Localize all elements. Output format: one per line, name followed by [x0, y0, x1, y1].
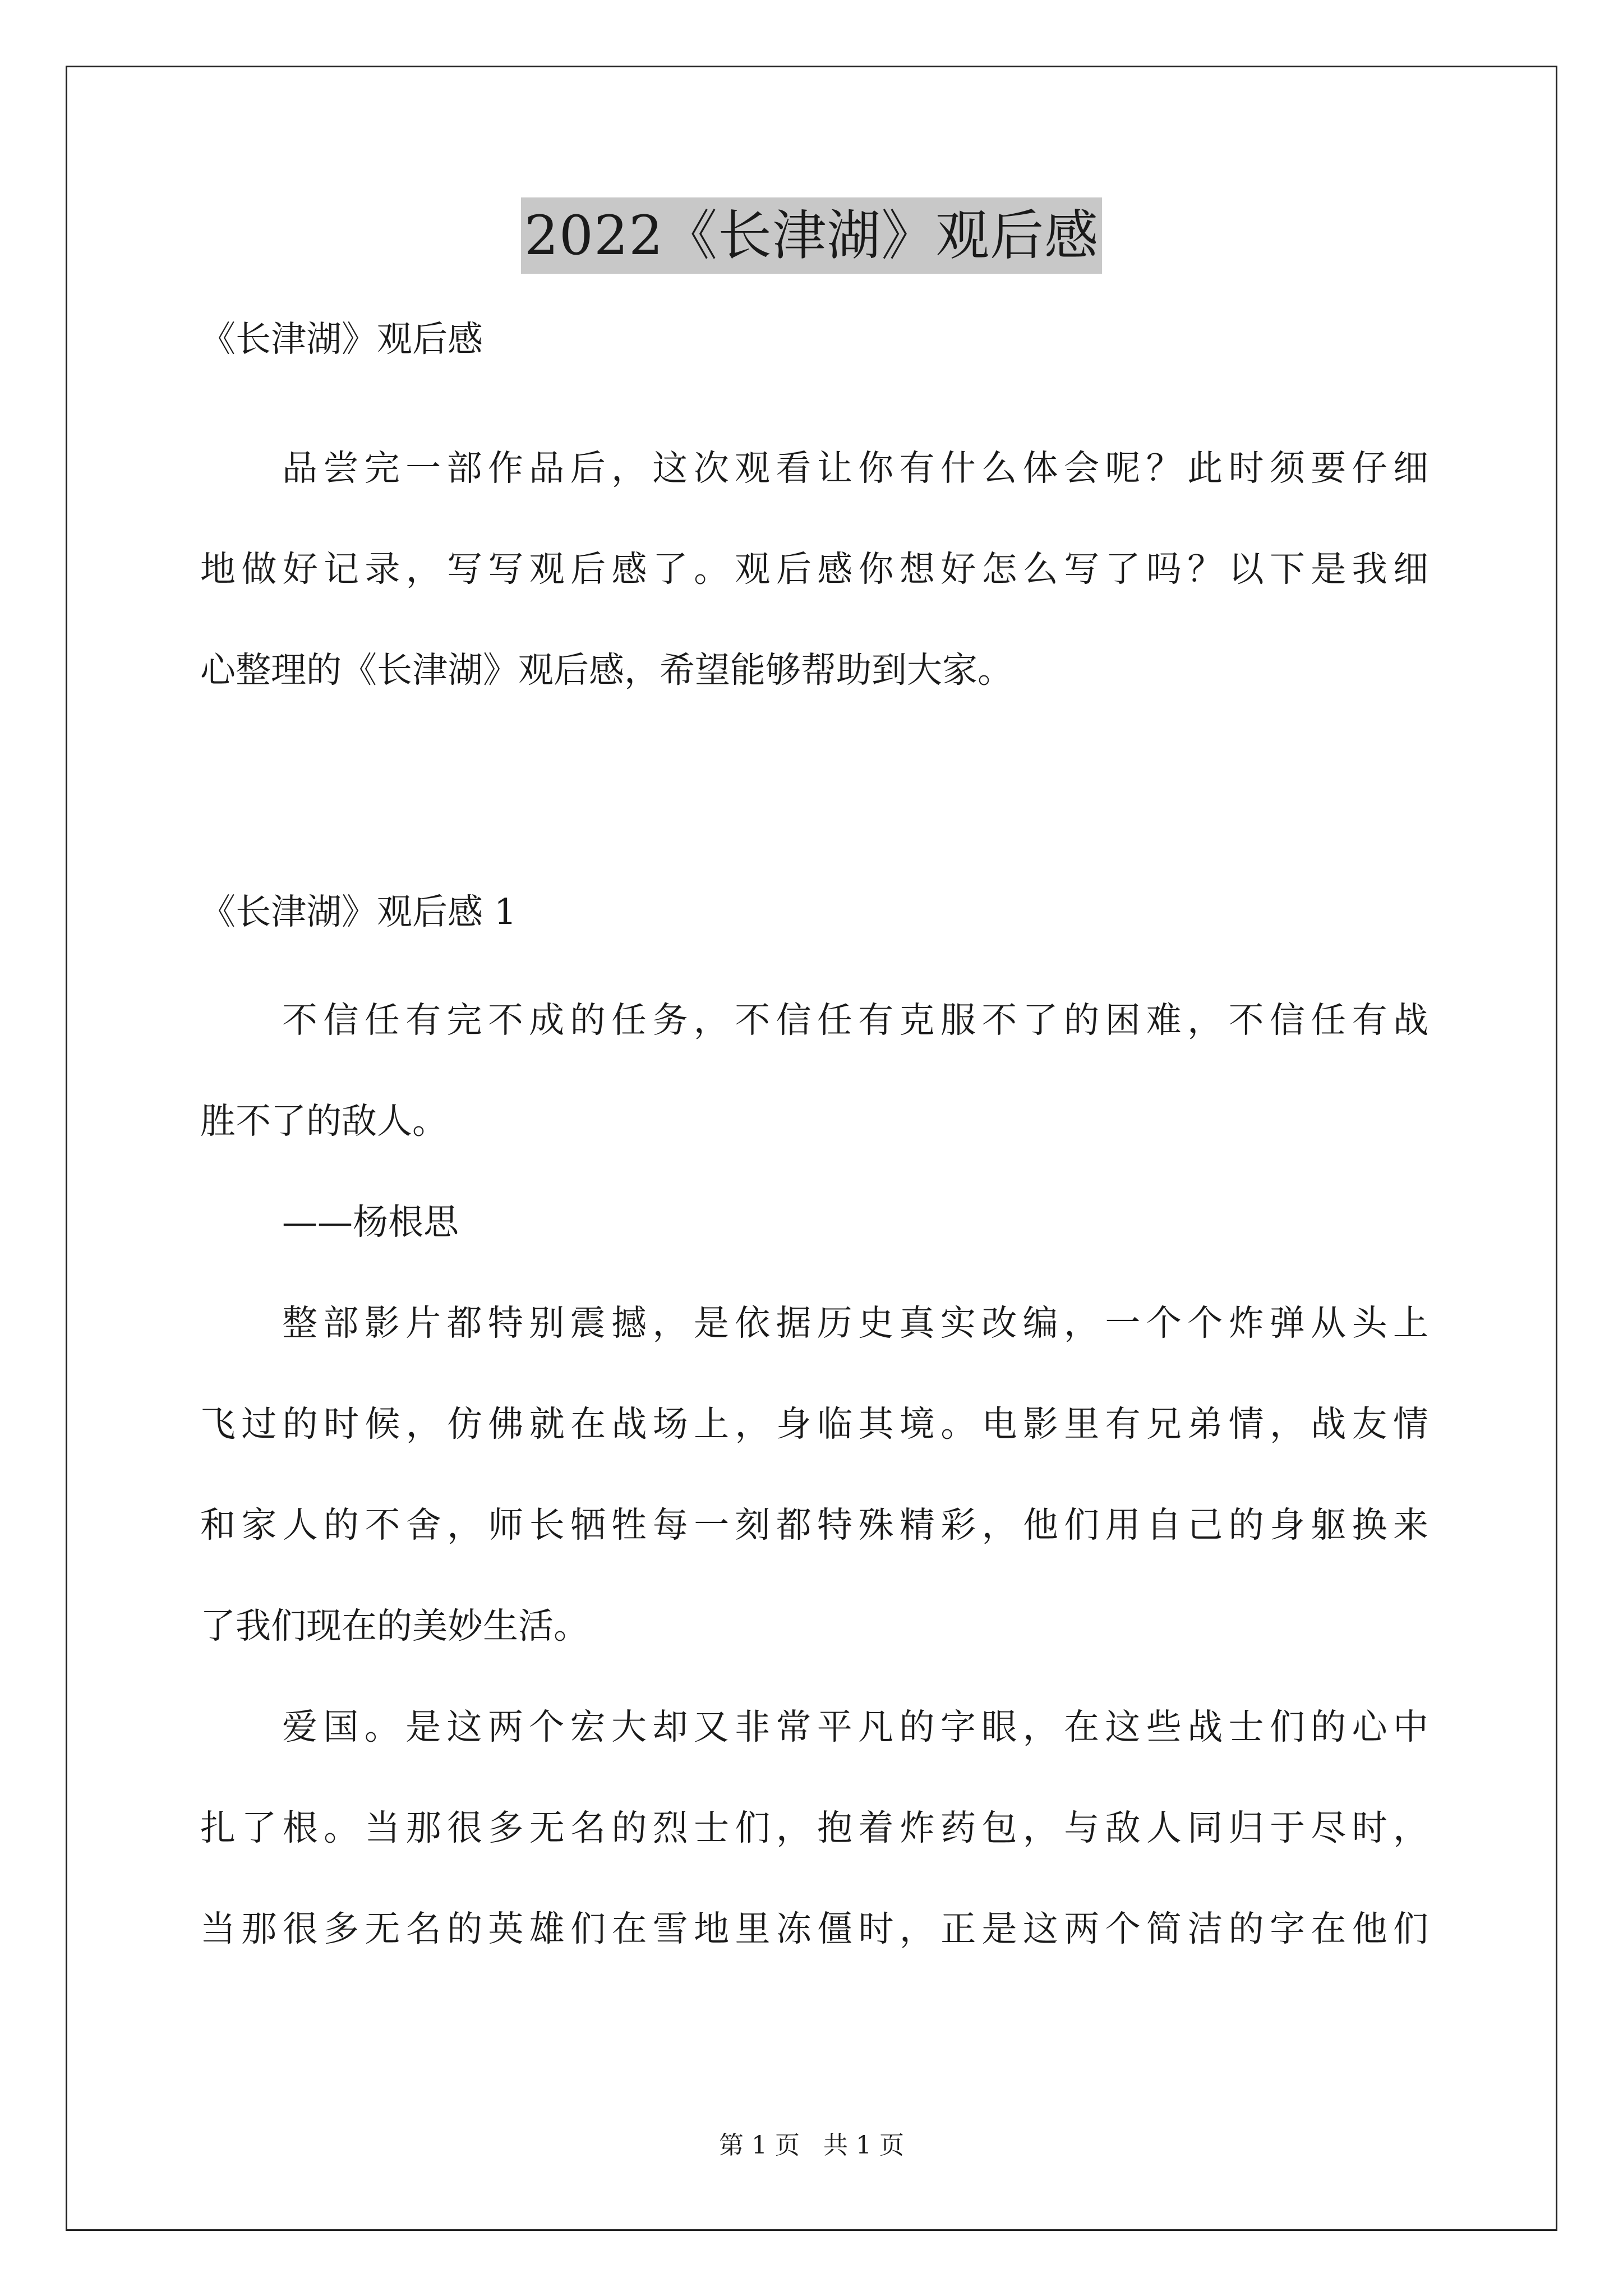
quote-paragraph [200, 970, 1428, 1172]
document-title: 2022《长津湖》观后感 [521, 197, 1102, 274]
section-heading: 《长津湖》观后感 1 [200, 891, 517, 932]
body-line: 整部影片都特别震撼，是依据历史真实改编，一个个炸弹从头上 [282, 1303, 1428, 1343]
body-paragraph-2 [200, 1677, 1428, 1980]
quote-line: 不信任有完不成的任务，不信任有克服不了的困难，不信任有战 [282, 1000, 1428, 1041]
body-line: 当那很多无名的英雄们在雪地里冻僵时，正是这两个简洁的字在他们 [200, 1908, 1428, 1949]
page-footer: 第 1 页 共 1 页 [719, 2131, 904, 2160]
body-line: 飞过的时候，仿佛就在战场上，身临其境。电影里有兄弟情，战友情 [200, 1404, 1428, 1444]
quote-author: ——杨根思 [282, 1202, 459, 1243]
title-block [0, 197, 1623, 274]
body-line: 和家人的不舍，师长牺牲每一刻都特殊精彩，他们用自己的身躯换来 [200, 1504, 1428, 1545]
intro-line: 品尝完一部作品后，这次观看让你有什么体会呢？此时须要仔细 [282, 448, 1428, 489]
body-line: 扎了根。当那很多无名的烈士们，抱着炸药包，与敌人同归于尽时， [200, 1807, 1428, 1848]
intro-paragraph [200, 418, 1428, 721]
document-subtitle: 《长津湖》观后感 [200, 319, 483, 360]
quote-author-paragraph [200, 1172, 1428, 1273]
quote-line: 胜不了的敌人。 [200, 1101, 448, 1142]
body-line: 了我们现在的美妙生活。 [200, 1605, 589, 1646]
body-line: 爱国。是这两个宏大却又非常平凡的字眼，在这些战士们的心中 [282, 1706, 1428, 1747]
body-paragraph-1 [200, 1273, 1428, 1677]
intro-line: 心整理的《长津湖》观后感，希望能够帮助到大家。 [200, 650, 1013, 691]
intro-line: 地做好记录，写写观后感了。观后感你想好怎么写了吗？以下是我细 [200, 549, 1428, 590]
